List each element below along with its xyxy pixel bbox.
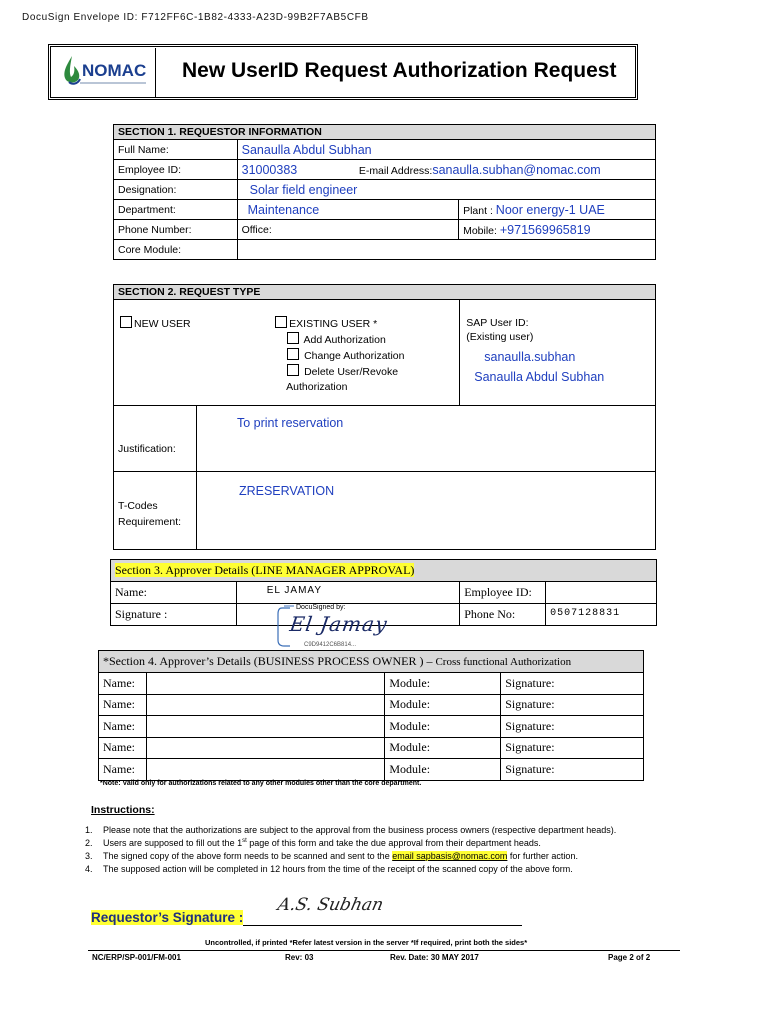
instruction-item: 1. Please note that the authorizations are subject to the approval from the business process owners (respective department heads). [95, 825, 705, 835]
employee-id-value: 31000383 [241, 162, 298, 177]
instruction-3-a: The signed copy of the above form needs to be scanned and sent to the [103, 851, 390, 861]
footer-doc-number: NC/ERP/SP-001/FM-001 [92, 953, 181, 962]
tcodes-value: ZRESERVATION [238, 484, 335, 498]
docusign-signature[interactable] [276, 604, 396, 650]
delete-user-label: Delete User/Revoke [304, 366, 399, 378]
header-divider [155, 48, 156, 98]
bpo-name-field[interactable] [146, 759, 384, 781]
email-field[interactable] [355, 160, 656, 180]
add-authorization-checkbox[interactable] [287, 332, 299, 344]
core-module-label: Core Module: [114, 240, 238, 260]
docusigned-by-label: DocuSigned by: [296, 604, 346, 611]
section1-title: SECTION 1. REQUESTOR INFORMATION [114, 125, 656, 140]
bpo-module-label: Module: [385, 673, 501, 695]
tcodes-field[interactable] [196, 472, 655, 550]
section3-title-cell [111, 560, 657, 582]
bpo-signature-label[interactable]: Signature: [501, 737, 644, 759]
instruction-item: 4. The supposed action will be completed in 12 hours from the time of the receipt of the scanned copy of the above form. [95, 864, 705, 874]
sapbasis-email-link[interactable]: email sapbasis@nomac.com [392, 851, 508, 861]
instruction-2-sup: st [242, 838, 247, 844]
bpo-signature-label[interactable]: Signature: [501, 716, 644, 738]
plant-label: Plant : [463, 204, 493, 217]
approver-employee-id-label: Employee ID: [460, 582, 546, 604]
employee-id-label: Employee ID: [114, 160, 238, 180]
logo-text: NOMAC [82, 61, 147, 80]
bpo-signature-label[interactable]: Signature: [501, 694, 644, 716]
new-user-label: NEW USER [134, 318, 191, 330]
existing-user-checkbox[interactable] [275, 316, 287, 328]
designation-label: Designation: [114, 180, 238, 200]
bpo-row [99, 737, 644, 759]
bpo-signature-label[interactable]: Signature: [501, 673, 644, 695]
tcodes-label-line2: Requirement: [118, 515, 182, 528]
bpo-name-label: Name: [99, 759, 147, 781]
mobile-value: +971569965819 [499, 222, 591, 237]
justification-value: To print reservation [236, 416, 344, 430]
employee-id-field[interactable] [237, 160, 355, 180]
bpo-module-label: Module: [385, 737, 501, 759]
form-title: New UserID Request Authorization Request [182, 59, 617, 82]
change-authorization-label: Change Authorization [304, 350, 405, 362]
approver-name-value: EL JAMAY [266, 585, 323, 596]
instructions-list [76, 825, 705, 877]
full-name-label: Full Name: [114, 140, 238, 160]
approver-signature-label: Signature : [111, 604, 237, 626]
designation-value: Solar field engineer [249, 182, 358, 197]
bpo-module-label: Module: [385, 716, 501, 738]
instruction-item [95, 851, 705, 861]
existing-user-label: EXISTING USER * [289, 318, 378, 330]
bpo-row [99, 716, 644, 738]
approver-name-field[interactable] [236, 582, 459, 604]
mobile-field[interactable] [459, 220, 656, 240]
requestor-signature-label [91, 910, 243, 925]
uncontrolled-notice: Uncontrolled, if printed *Refer latest version in the server *If required, print both the sides* [205, 938, 528, 947]
new-user-option[interactable] [114, 300, 274, 406]
nomac-logo [60, 52, 150, 92]
phone-label: Phone Number: [114, 220, 238, 240]
department-value: Maintenance [247, 202, 320, 217]
bpo-name-label: Name: [99, 694, 147, 716]
office-phone-field[interactable] [237, 220, 458, 240]
email-label: E-mail Address: [358, 164, 433, 177]
change-authorization-checkbox[interactable] [287, 348, 299, 360]
bpo-row [99, 759, 644, 781]
bpo-name-field[interactable] [146, 673, 384, 695]
office-label: Office: [241, 223, 272, 236]
full-name-value: Sanaulla Abdul Subhan [241, 142, 372, 157]
add-authorization-label: Add Authorization [303, 334, 386, 346]
bpo-module-label: Module: [385, 694, 501, 716]
plant-value: Noor energy-1 UAE [495, 202, 605, 217]
section4-title-prefix: *Section 4. Approver’s Details (BUSINESS PROCESS OWNER ) – [103, 654, 436, 668]
authorization-label: Authorization [286, 381, 348, 393]
section4-title [99, 651, 644, 673]
tcodes-label-line1: T-Codes [118, 499, 158, 512]
requestor-signature: A.S. Subhan [275, 895, 386, 915]
footer-revision-date: Rev. Date: 30 MAY 2017 [390, 953, 479, 962]
approver-phone-value: 0507128831 [550, 608, 621, 619]
bpo-name-field[interactable] [146, 694, 384, 716]
justification-field[interactable] [196, 406, 655, 472]
envelope-id: DocuSign Envelope ID: F712FF6C-1B82-4333-A23D-99B2F7AB5CFB [22, 12, 369, 23]
line-manager-signature: El Jamay [288, 612, 390, 636]
section2-title: SECTION 2. REQUEST TYPE [114, 285, 656, 300]
instructions-heading: Instructions: [91, 804, 155, 816]
bpo-name-label: Name: [99, 716, 147, 738]
section4-note: *Note: Valid only for authorizations related to any other modules other than the core department. [100, 780, 422, 787]
approver-employee-id-field[interactable] [546, 582, 657, 604]
bpo-name-field[interactable] [146, 716, 384, 738]
sap-username-value: sanaulla.subhan [484, 350, 576, 364]
requestor-signature-line[interactable] [243, 925, 522, 926]
footer-page-number: Page 2 of 2 [608, 953, 651, 962]
bpo-name-label: Name: [99, 737, 147, 759]
existing-user-option[interactable] [273, 300, 460, 406]
full-name-field[interactable] [237, 140, 655, 160]
footer-revision: Rev: 03 [285, 953, 314, 962]
delete-user-checkbox[interactable] [287, 364, 299, 376]
approver-phone-field[interactable] [546, 604, 657, 626]
instruction-3-end: for further action. [507, 851, 578, 861]
bpo-module-label: Module: [385, 759, 501, 781]
section4-table [98, 650, 644, 781]
section4-title-suffix: Cross functional Authorization [435, 656, 572, 668]
sap-fullname-value: Sanaulla Abdul Subhan [474, 370, 605, 384]
requestor-signature-label-text: Requestor’s Signature : [91, 910, 244, 925]
bpo-row [99, 673, 644, 695]
mobile-label: Mobile: [463, 224, 497, 237]
sap-user-id-field[interactable] [460, 300, 656, 406]
approver-phone-label: Phone No: [460, 604, 546, 626]
new-user-checkbox[interactable] [120, 316, 132, 328]
department-label: Department: [114, 200, 238, 220]
bpo-name-label: Name: [99, 673, 147, 695]
approver-name-label: Name: [111, 582, 237, 604]
footer-line [88, 950, 680, 951]
instruction-item [95, 838, 705, 848]
bpo-name-field[interactable] [146, 737, 384, 759]
department-field[interactable] [237, 200, 458, 220]
email-value: sanaulla.subhan@nomac.com [432, 162, 601, 177]
sap-user-id-label: SAP User ID: [466, 317, 529, 329]
logo-tagline-line [80, 82, 146, 84]
instruction-2-b: page of this form and take the due approval from their department heads. [246, 838, 541, 848]
signature-code: C9D9412C6B814... [304, 642, 357, 648]
existing-user-note: (Existing user) [466, 331, 534, 343]
section2-table [113, 284, 656, 550]
instruction-2-a: Users are supposed to fill out the 1 [103, 838, 243, 848]
section3-title: Section 3. Approver Details (LINE MANAGER APPROVAL) [115, 563, 415, 577]
bpo-row [99, 694, 644, 716]
designation-field[interactable] [237, 180, 655, 200]
plant-field[interactable] [459, 200, 656, 220]
bpo-signature-label[interactable]: Signature: [501, 759, 644, 781]
core-module-field[interactable] [237, 240, 655, 260]
justification-label: Justification: [114, 406, 197, 472]
section1-table [113, 124, 656, 260]
tcodes-label [114, 472, 197, 550]
